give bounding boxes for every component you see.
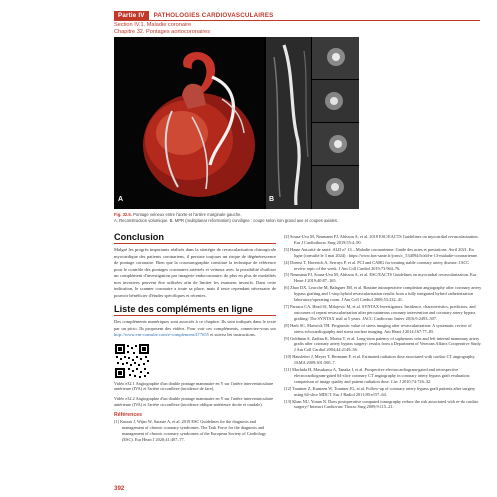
reference-item-2: [2] Sousa-Uva M, Neumann FJ, Ahlsson A, et al. 2018 ESC/EACTS Guidelines on myocardial revascularization. Eur J Cardiothorac Surg 2019;55:4–90.: [284, 234, 479, 245]
reference-item-4: [4] Doenst T, Haverich A, Serruys P, et al. PCI and CABG for treating stable coronary artery disease: JACC review topic of the week. J Am Coll Cardiol 2019;73:964–76.: [284, 259, 470, 271]
reference-item-3: [3] Haute Autorité de santé. ALD n° 13 – Maladie coronarienne. Guide des actes et prestations. Avril 2021. En ligne (consulté le 3 mai 2024) : https://www.has-sante.fr/jcms/c_534094/fr/ald-n-13-maladie-coronarienne.: [284, 246, 478, 258]
reference-item-1: [1] Knuuti J, Wijns W, Saraste A, et al. 2019 ESC Guidelines for the diagnosis and management of chronic coronary syndromes. The Task Force for the diagnosis and management of chronic coronary syndromes of the European Society of Cardiology (ESC). Eur Heart J 2020;41:407–77.: [114, 419, 267, 442]
complements-text-post: et suivez les instructions.: [208, 332, 256, 337]
qr-block: [114, 343, 276, 379]
complements-text: [114, 319, 276, 339]
figure-caption: [114, 212, 474, 223]
left-column: [114, 232, 276, 447]
page-number: 392: [114, 485, 125, 492]
reference-item-12: [12] Trautner Z, Kuntzen W, Trautner JG, et al. Follow-up of coronary artery bypass graft patients after surgery using 64-slice MDCT. Eur J Radiol 2011;80:e157–64.: [284, 385, 476, 397]
conclusion-heading: Conclusion: [114, 232, 276, 244]
right-column-references: [284, 234, 482, 411]
panel-b-curved-mpr: [266, 37, 359, 209]
reference-item-8: [8] Harb SC, Marwick TH. Prognostic value of stress imaging after revascularization: A systematic review of stress echocardiography and stress nuclear imaging. Am Heart J 2014;167:77–85.: [284, 322, 472, 334]
running-header: [114, 10, 274, 20]
reference-item-10: [10] Hausleiter J, Meyer T, Hermann F, et al. Estimated radiation dose associated with cardiac CT angiography. JAMA 2009;301:500–7.: [284, 354, 476, 366]
reference-item-6: [6] Zhao DX, Leacche M, Balaguer JM, et al. Routine intraoperative completion angiography after coronary artery bypass grafting and 1-stop hybrid revascularization results from a fully integrated hybrid catheterization laboratory/operating room. J Am Coll Cardiol 2009;53:232–41.: [284, 285, 482, 303]
panel-a-volume-rendering: [114, 37, 264, 209]
caption-title: Pontage veineux entre l'aorte et l'artère marginale gauche.: [133, 212, 242, 217]
part-badge: Partie IV: [114, 11, 149, 20]
ct-figure: [114, 37, 359, 209]
qr-code[interactable]: [114, 343, 150, 379]
figure-label-b: B: [269, 196, 275, 203]
part-title: PATHOLOGIES CARDIOVASCULAIRES: [153, 11, 274, 19]
reference-item-13: [13] Khan NU, Yonan N. Does postoperative computed tomography reduce the risk associated with re-do cardiac surgery? Interact Cardiovasc Thorac Surg 2009;9:115–21.: [284, 398, 479, 410]
caption-panels: A. Reconstruction volumique. B. MPR (multiplanar reformation) curviligne : coupe selon son grand axe et coupes axiales.: [114, 217, 339, 223]
section-title: Section IV.1. Maladie coronaire: [114, 22, 192, 28]
conclusion-text: Malgré les progrès importants réalisés dans la stratégie de revascularisation chirurgicale myocardique des patients coronariens, il persiste toujours un risque de dégénérescence de pontage coronaire. Bien que la coronarographie constitue la technique de référence pour le contrôle des pontages coronaires artériels et veineux avec la possibilité d'utiliser un complément d'investigation par imagerie endocoronaire, de plus en plus de modalités non invasives peuvent être utilisées afin de limiter les examens invasifs. Dans cette indication, le scanner coronaire a toute sa place, mais il reste cependant nécessaire de pouvoir bénéficier d'études spécifiques et récentes.: [114, 247, 276, 298]
reference-item-7: [7] Parasca CA, Head SJ, Milojevic M, et al. SYNTAX Investigators. Incidence, characteristics, predictors, and outcomes of repeat revascularization after percutaneous coronary intervention and coronary artery bypass grafting: The SYNTAX trial at 5 years. JACC Cardiovasc Interv 2016;9:2493–507.: [284, 303, 476, 321]
figure-label-a: A: [118, 196, 124, 203]
reference-item-9: [9] Goldman S, Zadina K, Moritz T, et al. Long-term patency of saphenous vein and left internal mammary artery grafts after coronary artery bypass surgery: results from a Department of Veterans Affairs Cooperative Study. J Am Coll Cardiol 2004;44:2149–56.: [284, 335, 482, 353]
reference-item-11: [11] Machida H, Masukawa A, Tanaka I, et al. Prospective electrocardiogram-gated and retrospective electrocardiogram-gated 64-slice coronary CT angiography in coronary artery bypass graft evaluation: comparison of image quality and patient radiation dose. Circ J 2010;74:726–32.: [284, 367, 471, 384]
caption-figure-ref: Fig. 32.5.: [114, 212, 132, 217]
header-rule: [114, 20, 480, 21]
complements-link[interactable]: http://www.em-consulte.com/e-complement/477655: [114, 332, 209, 337]
video-2[interactable]: Vidéo e32.2 Angiographie d'un double pontage mammaire en Y sur l'artère interventriculaire antérieure (IVA) et l'artère circonflexe (incidence oblique antérieure droite et caudale).: [114, 396, 274, 408]
references-heading: Références: [114, 412, 142, 419]
complements-text-pre: Des compléments numériques sont associés à ce chapitre. Ils sont indiqués dans le texte par un picto. Ils proposent des vidéos. Pour voir ces compléments, connectez-vous sur: [114, 319, 276, 331]
video-1[interactable]: Vidéo e32.1 Angiographie d'un double pontage mammaire en Y sur l'artère interventriculaire antérieure (IVA) et l'artère circonflexe (incidence de face).: [114, 380, 274, 392]
chapter-title: Chapitre 32. Pontages aortocoronaires: [114, 29, 211, 35]
reference-item-5: [5] Neumann FJ, Sousa-Uva M, Ahlsson A, et al. ESC/EACTS Guidelines on myocardial revascularization. Eur Heart J 2019;40:87–165.: [284, 272, 477, 284]
complements-heading: Liste des compléments en ligne: [114, 304, 276, 316]
